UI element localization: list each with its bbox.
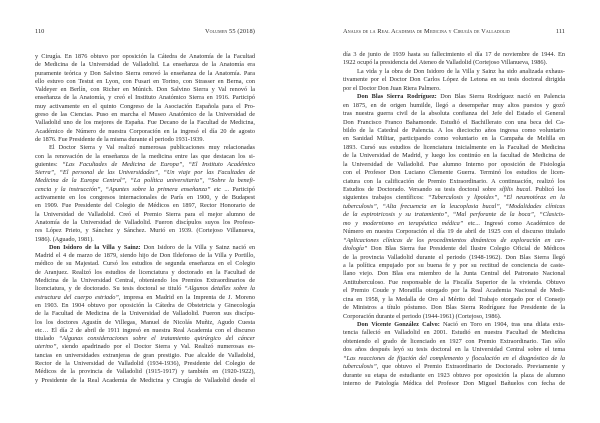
text-run: tivamente por el Doctor Don Carlos López de Letona en su tesis doctoral dirigida [343, 76, 565, 84]
bold-heading: Don Vicente González Calvo: [357, 321, 440, 328]
text-run: obteniendo el grado de licenciado en 1927 con Premio Extraordinario. Tan sólo [343, 337, 565, 345]
text-line [343, 363, 565, 371]
text-run: los los doctores Agustín de Villegas, Manuel de Nicolás Muñiz, Agudo Cuesta [35, 318, 255, 326]
text-run: greso de las Ciencias. Puso en marcha el Museo Anatómico de la Universidad de [35, 111, 255, 119]
text-line [343, 262, 565, 270]
text-line [35, 136, 255, 144]
text-run: , siendo apadrinado por el Doctor Sierra y Val. Realizó numerosas es- [56, 343, 255, 351]
text-line [343, 279, 565, 287]
text-run: enseñanza de la Anatomía, y creó el Instituto Anatómico Sierra en 1916. Participó [35, 94, 255, 102]
text-run: . Publicó los [530, 186, 565, 193]
text-run: 1893. Cursó sus estudios de licenciatura inicialmente en la Facultad de Medicina [343, 143, 565, 151]
italic-title: “Las Facultades de Medicina de Europa”, “El Instituto Académico [62, 160, 255, 168]
text-line [35, 260, 255, 268]
text-run: La vida y la obra de Don Isidoro de la Villa y Sainz ha sido analizada exhaus- [357, 67, 565, 75]
text-run: durante su etapa de estudiante en 1923 obtuvo por oposición la plaza de alumno [343, 371, 565, 379]
text-line [35, 302, 255, 310]
text-run: y Cirugía. En 1876 obtuvo por oposición la Cátedra de Anatomía de la Facultad [35, 53, 255, 60]
text-line [35, 211, 255, 219]
bold-heading: Don Isidoro de la Villa y Sainz: [49, 243, 141, 251]
text-line [35, 244, 255, 252]
text-line [35, 78, 255, 86]
text-line [35, 202, 255, 210]
text-run: de Aranjuez. Realizó los estudios de licenciatura y doctorado en la Facultad de [35, 268, 255, 276]
text-run: ciatura con la calificación de Premio Extraordinario. A continuación, realizó los [343, 177, 565, 185]
text-run: 1986). (Aguado, 1981). [35, 235, 94, 243]
text-run: interno de Patología Médica del Profesor Don Miguel Bañuelos con fecha de [343, 380, 565, 388]
text-run: ello estuvo con Testut en Lyon, con Fusari en Torino, con Strasser en Berna, con [35, 77, 255, 85]
text-line [343, 169, 565, 177]
text-line [35, 294, 255, 302]
text-line [35, 335, 255, 343]
italic-title: tuberculosis”, “Alta frecuencia en la leucoplasia bucal”, “Modalidades clínicas [343, 202, 565, 210]
italic-title: “Las reacciones de fijación del complemento y floculación en el diagnóstico de la [343, 354, 565, 362]
text-line [343, 228, 565, 236]
italic-title: uterino” [35, 343, 57, 351]
text-line [35, 352, 255, 360]
text-line [35, 186, 255, 194]
text-run: Valladolid uno de los mejores de España. Fue Decano de la Facultad de Medicina, [35, 119, 255, 127]
text-run: tancias en universidades extranjeras de gran prestigio. Fue alcalde de Valladolid, [35, 351, 255, 359]
text-run: el Premio Coude y Moratilla otorgado por la Real Academia Nacional de Medi- [343, 287, 565, 295]
text-run: guientes: [35, 160, 63, 168]
page-number: 110 [35, 28, 45, 35]
text-line [343, 93, 565, 101]
italic-title: “Tuberculosis y lipoides”, “El neumotórax en la [427, 194, 565, 202]
text-line [35, 86, 255, 94]
text-run: Anatomía de la Universidad de Valladolid. Fueron discípulos suyos los Profeso- [35, 218, 255, 226]
text-run: cina en 1958, y la Medalla de Oro al Mérito del Trabajo otorgado por el Consejo [343, 295, 565, 303]
text-run: , que obtuvo el Premio Extraordinario de Doctorado. Previamente y [376, 363, 565, 371]
text-line [35, 111, 255, 119]
italic-title: cencia y la instrucción”, “Apuntes sobre la primera enseñanza” etc [35, 185, 222, 193]
text-run: activamente en los congresos internacionales de París en 1900, y de Budapest [35, 194, 255, 202]
right-page [300, 0, 600, 423]
text-line [35, 277, 255, 285]
italic-title: “Aplicaciones clínicas de los procedimientos dinámicos de exploración en car- [343, 236, 565, 244]
italic-title: de la espirotricosis y su tratamiento”, “Mal perforante de la boca”, “Clasicis- [343, 211, 565, 219]
text-run: y Presidente de la Real Academia de Medicina y Cirugía de Valladolid desde el [35, 376, 255, 384]
text-run: la Universidad de Valladolid. Creó el Premio Sierra para el mejor alumno de [35, 210, 255, 218]
page-number: 111 [555, 28, 565, 35]
text-run: Valdeyer en Berlín, con Richer en Múnich. Don Salvino Sierra y Val renovó la [35, 86, 255, 94]
text-run: tras nuestra guerra civil de la absoluta confianza del Jefe del Estado el General [343, 110, 565, 118]
text-line [35, 144, 255, 152]
text-run: a la política empujado por su buena fe y por su rectitud de conciencia de caste- [343, 261, 565, 269]
text-line [35, 53, 255, 61]
text-line [35, 236, 255, 244]
italic-title: mo y modernismo en terapéutica médica” [343, 219, 464, 227]
text-run: tencia falleció en Valladolid en 2001. Estudió en nuestra Facultad de Medicina [343, 329, 565, 337]
text-run: Estudios de Doctorado. Versando su tesis doctoral sobre [343, 186, 500, 193]
text-run: Médicos de la provincia de Valladolid (1915-1917) y también en (1920-1922), [35, 368, 255, 376]
text-line [343, 102, 565, 110]
text-run: puramente teórica y Don Salvino Sierra renovó la enseñanza de la Anatomía. Para [35, 69, 255, 77]
text-run: Don Blas Sierra Rodríguez nació en Palencia [436, 93, 565, 101]
text-line [343, 161, 565, 169]
text-run: con la renovación de la enseñanza de la medicina entre las que destacan los si- [35, 152, 255, 160]
text-line [343, 76, 565, 84]
text-line [343, 51, 565, 59]
text-line [35, 310, 255, 318]
text-line [343, 380, 565, 388]
text-run: Rector de la Universidad de Valladolid (1934-1936), Presidente del Colegio de [35, 359, 255, 367]
body-text [343, 51, 565, 389]
text-line [35, 343, 255, 351]
text-line [35, 219, 255, 227]
text-run: Don Isidoro de la Villa y Sainz nació en [140, 243, 255, 251]
text-line [35, 360, 255, 368]
text-line [35, 103, 255, 111]
text-run: El Doctor Sierra y Val realizó numerosas publicaciones muy relacionadas [49, 144, 255, 152]
text-run: en 1875, en de origen humilde, llegó a desempeñar muy altos puestos y gozó [343, 101, 565, 109]
text-line [343, 68, 565, 76]
text-run: en 1903. En 1904 obtuvo por oposición la Cátedra de Obstetricia y Ginecología [35, 301, 255, 309]
text-line [35, 327, 255, 335]
text-line [35, 177, 255, 185]
text-line [35, 285, 255, 293]
text-line [343, 372, 565, 380]
text-run: de la provincia Valladolid durante el periodo (1948-1962). Don Blas Sierra llegó [343, 253, 565, 261]
text-line [35, 169, 255, 177]
text-line [343, 110, 565, 118]
text-run: siguientes trabajos científicos: [343, 194, 428, 202]
text-run: médico de su Majestad. Cursó los estudios de segunda enseñanza en el Colegio [35, 260, 255, 268]
text-line [35, 61, 255, 69]
text-run: etc… El día 2 de abril de 1911 ingresó en nuestra Real Academia con el discurso [35, 326, 255, 334]
text-run: 1922 ocupó la presidencia del Ateneo de Valladolid (Cortejoso Villanueva, 1986). [343, 59, 548, 67]
text-line [343, 338, 565, 346]
text-run: Madrid el 4 de marzo de 1879, siendo hijo de Don Ildefonso de la Villa y Portillo, [35, 252, 255, 260]
text-line [343, 186, 565, 194]
text-run: res López Prieto, y Sánchez y Sánchez. Murió en 1939. (Cortejoso Villanueva, [35, 227, 255, 235]
text-run: Antituberculoso. Fue responsable de la Fiscalía Superior de la vivienda. Obtuvo [343, 278, 565, 286]
text-line [343, 245, 565, 253]
page-header [35, 28, 255, 35]
text-line [343, 355, 565, 363]
text-line [343, 119, 565, 127]
text-run: la Universidad de Valladolid. Fue alumno Interno por oposición de Fisiología [343, 160, 565, 168]
text-run: licenciatura, y de doctorado. Su tesis doctoral se tituló [35, 285, 185, 293]
text-line [35, 227, 255, 235]
text-line [35, 269, 255, 277]
italic-title: diología” [343, 245, 368, 253]
text-line [343, 59, 565, 67]
text-line [343, 287, 565, 295]
text-run: de la Facultad de Medicina de la Universidad de Valladolid. Fueron sus discípu- [35, 310, 255, 318]
text-line [343, 321, 565, 329]
text-line [35, 161, 255, 169]
italic-title: Sierra”, “El personal de las Universidades”, “Un viaje por las Facultades de [35, 169, 255, 177]
running-head: Anales de la Real Academia de Medicina y Cirugía de Valladolid [343, 28, 510, 35]
italic-title: sífilis bucal [499, 186, 531, 193]
body-text [35, 53, 255, 385]
text-line [343, 152, 565, 160]
text-line [343, 304, 565, 312]
text-line [35, 194, 255, 202]
text-line [35, 377, 255, 385]
text-run: Académico de Número de nuestra Corporación en la ingresó el día 20 de agosto [35, 127, 255, 135]
text-run: dos años después leyó su tesis doctoral en la Universidad Central sobre el tema [343, 346, 565, 354]
text-run: de la Universidad de Madrid, y luego los continúo en la facultad de Medicina de [343, 152, 565, 160]
italic-title: tuberculosis” [343, 363, 377, 371]
text-run: muy activamente en el quinto Congreso de la Asociación Española para el Pro- [35, 102, 255, 110]
text-line [343, 203, 565, 211]
text-line [343, 220, 565, 228]
italic-title: estructura del cuerpo estriado” [35, 293, 119, 301]
text-run: de Ministros a título póstumo. Don Blas Sierra Rodríguez fue Presidente de la [343, 304, 565, 312]
text-run: en Sanidad Militar, participando como voluntario en la Campaña de Melilla en [343, 135, 565, 143]
text-run: por el Doctor Don Juan Riera Palmero. [343, 84, 441, 92]
text-line [343, 296, 565, 304]
text-run: de 1876. Fue Presidente de la misma durante el periodo 1931-1939. [35, 135, 205, 143]
text-line [35, 153, 255, 161]
text-line [35, 252, 255, 260]
text-line [343, 144, 565, 152]
italic-title: “Algunas consideraciones sobre el tratamiento quirúrgico del cáncer [58, 335, 255, 343]
text-run: Número en nuestra Corporación el día 19 de abril de 1925 con el discurso titulado [343, 228, 565, 236]
text-line [343, 237, 565, 245]
text-line [343, 270, 565, 278]
text-run: Don Blas Sierra fue Presidente del Ilustre Colegio Oficial de Médicos [367, 245, 565, 253]
text-run: llano viejo. Don Blas era miembro de la Junta Central del Patronato Nacional [343, 270, 565, 278]
italic-title: “Algunos detalles sobre la [184, 285, 255, 293]
italic-title: Medicina de la Europa Central”, “La política universitaria”, “Sobre la benefi- [35, 177, 255, 185]
text-line [343, 346, 565, 354]
text-line [343, 211, 565, 219]
text-run: ... Participó [221, 185, 255, 193]
page-header [343, 28, 565, 35]
text-line [35, 368, 255, 376]
text-line [35, 94, 255, 102]
text-run: con el Profesor Don Luciano Clemente Guerra. Terminó los estudios de licen- [343, 169, 565, 177]
text-run: día 3 de junio de 1939 hasta su fallecimiento el día 17 de noviembre de 1944. En [343, 51, 565, 58]
text-line [343, 313, 565, 321]
text-run: en 1909. Fue Presidente del Colegio de Médicos en 1897, Rector Honorario de [35, 202, 255, 210]
text-run: Nació en Toro en 1904, tras una dilata exis- [439, 321, 565, 328]
text-line [343, 329, 565, 337]
text-run: Don Francisco Franco Bahamonde. Estudió el Bachillerato con una beca del Ca- [343, 118, 565, 126]
text-line [35, 319, 255, 327]
text-run: bildo de la Catedral de Palencia. A los dieciocho años ingresa como voluntario [343, 126, 565, 134]
running-head: Volumen 55 (2018) [204, 28, 255, 35]
text-line [35, 128, 255, 136]
text-run: titulado [35, 335, 59, 343]
text-run: etc... Ingresó como Académico de [463, 219, 565, 227]
text-line [35, 119, 255, 127]
text-run: de Medicina de la Universidad de Valladolid. La enseñanza de la Anatomía era [35, 61, 255, 69]
text-run: Corporación durante el periodo (1944-1961) (Cortejoso, 1986). [343, 312, 502, 320]
bold-heading: Don Blas Sierra Rodríguez: [357, 93, 437, 101]
text-line [35, 70, 255, 78]
text-run: , impresa en Madrid en la Imprenta de J. Moreno [118, 293, 255, 301]
text-line [343, 178, 565, 186]
text-run: Medicina de la Universidad Central, obteniendo los Premios Extraordinarios de [35, 277, 255, 285]
text-line [343, 85, 565, 93]
text-line [343, 254, 565, 262]
text-line [343, 135, 565, 143]
text-line [343, 127, 565, 135]
text-line [343, 194, 565, 202]
